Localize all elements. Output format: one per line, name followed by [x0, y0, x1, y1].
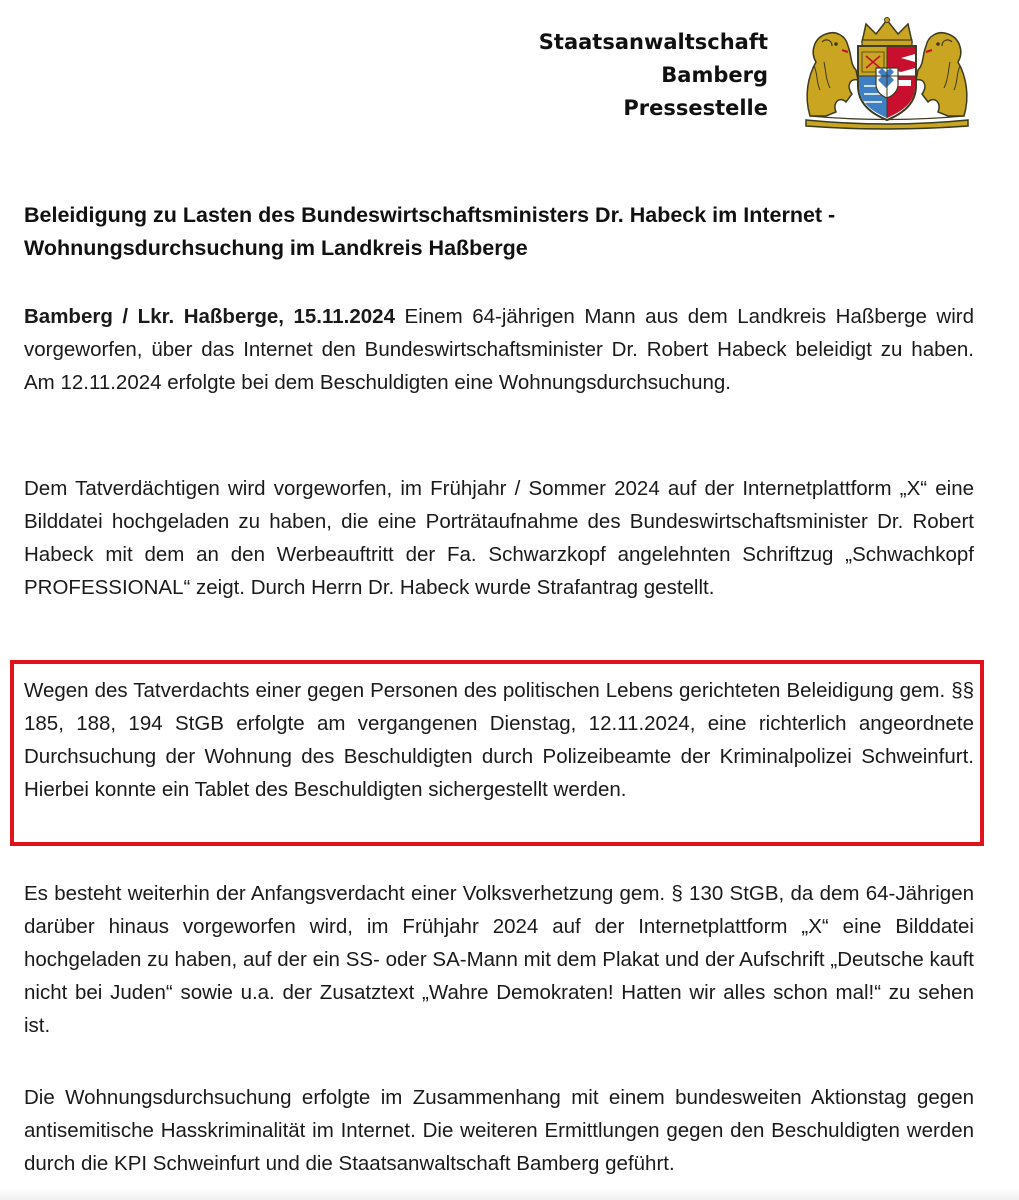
issuer-line-office: Pressestelle [623, 96, 768, 120]
paragraph-search-highlighted: Wegen des Tatverdachts einer gegen Personen des politischen Lebens gerichteten Beleidigung gem. §§ 185, 188, 194 StGB erfolgte am vergangenen Dienstag, 12.11.2024, eine richterlich angeordnete Durchsuchung der Wohnung des Beschuldigten durch Polizeibeamte der Kriminalpolizei Schweinfurt. Hierbei konnte ein Tablet des Beschuldigten sichergestellt werden. [24, 679, 974, 801]
issuer-line-city: Bamberg [661, 63, 768, 87]
issuer-header [539, 26, 768, 125]
issuer-line-authority: Staatsanwaltschaft [538, 30, 768, 54]
paragraph-incitement: Es besteht weiterhin der Anfangsverdacht einer Volksverhetzung gem. § 130 StGB, da dem 64-Jährigen darüber hinaus vorgeworfen wird, im Frühjahr 2024 auf der Internetplattform „X“ eine Bilddatei hochgeladen zu haben, auf der ein SS- oder SA-Mann mit dem Plakat und der Aufschrift „Deutsche kauft nicht bei Juden“ sowie u.a. der Zusatztext „Wahre Demokraten! Hatten wir alles schon mal!“ zu sehen ist. [24, 882, 974, 1037]
paragraph-action-day: Die Wohnungsdurchsuchung erfolgte im Zusammenhang mit einem bundesweiten Aktionstag gegen antisemitische Hasskriminalität im Internet. Die weiteren Ermittlungen gegen den Beschuldigten werden durch die KPI Schweinfurt und die Staatsanwaltschaft Bamberg geführt. [24, 1086, 974, 1175]
dateline: Bamberg / Lkr. Haßberge, 15.11.2024 [24, 305, 395, 328]
paragraph-allegation: Dem Tatverdächtigen wird vorgeworfen, im Frühjahr / Sommer 2024 auf der Internetplattform „X“ eine Bilddatei hochgeladen zu haben, die eine Porträtaufnahme des Bundeswirtschaftsminister Dr. Robert Habeck mit dem an den Werbeauftritt der Fa. Schwarzkopf angelehnten Schriftzug „Schwachkopf PROFESSIONAL“ zeigt. Durch Herrn Dr. Habeck wurde Strafantrag gestellt. [24, 477, 974, 599]
paragraph-intro-text: Einem 64-jährigen Mann aus dem Landkreis Haßberge wird vorgeworfen, über das Internet den Bundeswirtschaftsminister Dr. Robert Habeck beleidigt zu haben. Am 12.11.2024 erfolgte bei dem Beschuldigten eine Wohnungsdurchsuchung. [24, 305, 974, 394]
bavarian-coat-of-arms-icon [796, 16, 978, 130]
paragraph-intro [24, 300, 974, 399]
page-bottom-edge [0, 1188, 1019, 1200]
press-release-title: Beleidigung zu Lasten des Bundeswirtschaftsministers Dr. Habeck im Internet - Wohnungsdurchsuchung im Landkreis Haßberge [24, 203, 836, 260]
